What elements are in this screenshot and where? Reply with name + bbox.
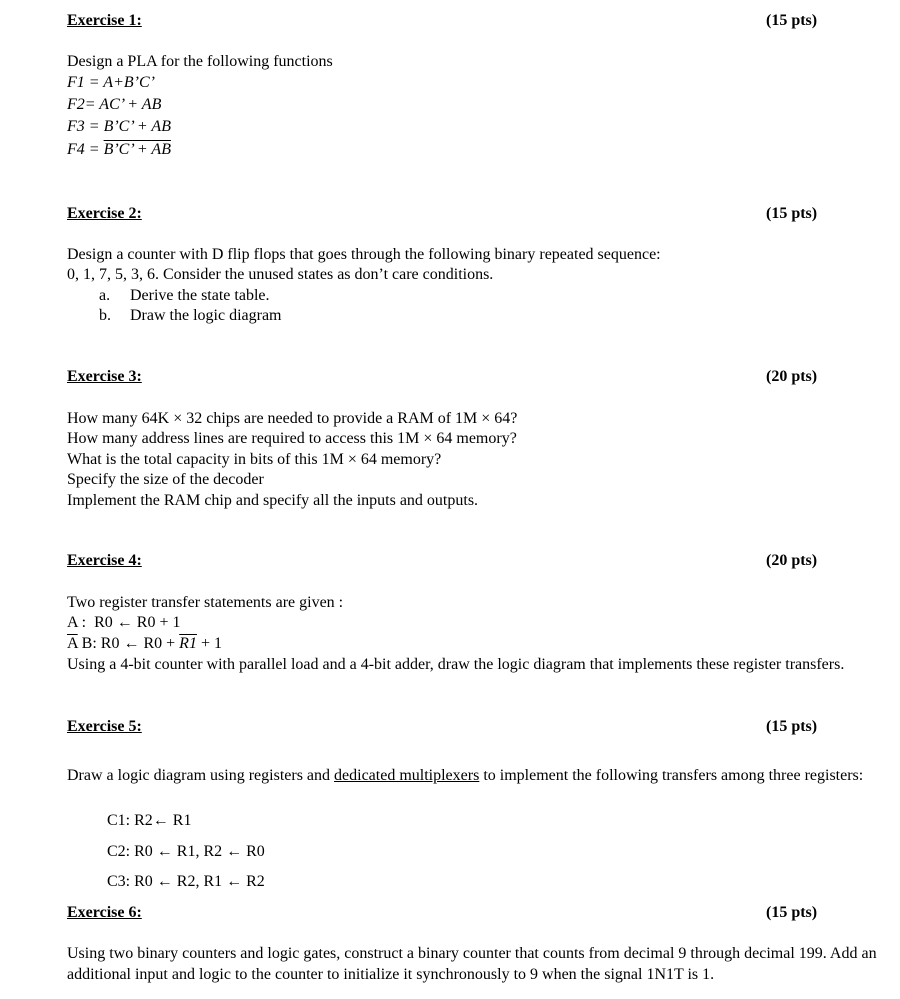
exercise-title: Exercise 2: bbox=[67, 205, 142, 222]
list-marker: a. bbox=[99, 287, 111, 304]
transfer-condition-complemented: $\overline{A}$ bbox=[67, 635, 78, 652]
function-eq: = bbox=[84, 118, 104, 135]
function-rhs: AC’ + AB bbox=[99, 96, 162, 113]
exercise-2 bbox=[0, 205, 900, 225]
list-item-text: Draw the logic diagram bbox=[130, 307, 282, 324]
exercise-points: (15 pts) bbox=[766, 718, 818, 735]
exercise-4-intro: Two register transfer statements are given : bbox=[67, 594, 344, 611]
transfer-item: C2: R0 ← R1, R2 ← R0 bbox=[107, 843, 265, 860]
question-line: Implement the RAM chip and specify all the inputs and outputs. bbox=[67, 492, 479, 509]
exercise-6-paragraph: Using two binary counters and logic gates, construct a binary counter that counts from decimal 9 through decimal 199. Add an additional input and logic to the counter to initialize it synchronously to 9 when the signal 1N1T is 1. bbox=[67, 945, 877, 983]
transfer-condition: B: bbox=[77, 635, 97, 652]
paragraph-text: to implement the following transfers among three registers: bbox=[479, 767, 864, 784]
exercise-points: (15 pts) bbox=[766, 205, 818, 222]
transfer-item: C3: R0 ← R2, R1 ← R2 bbox=[107, 873, 265, 890]
exercise-points: (20 pts) bbox=[766, 552, 818, 569]
exercise-6 bbox=[0, 904, 900, 924]
exercise-3 bbox=[0, 368, 900, 388]
function-rhs: B’C’ + AB bbox=[103, 118, 171, 135]
function-rhs: A+B’C’ bbox=[103, 74, 155, 91]
transfer-statement-1 bbox=[67, 613, 181, 633]
exercise-points: (20 pts) bbox=[766, 368, 818, 385]
exercise-title: Exercise 4: bbox=[67, 552, 142, 569]
function-rhs-complemented-term: $\overline{AB}$ bbox=[151, 141, 171, 158]
exercise-2-line: 0, 1, 7, 5, 3, 6. Consider the unused states as don’t care conditions. bbox=[67, 266, 494, 283]
transfer-statement-2 bbox=[67, 634, 222, 654]
transfer-condition: A : bbox=[67, 614, 87, 631]
exercise-title: Exercise 1: bbox=[67, 12, 142, 29]
list-item bbox=[99, 306, 111, 326]
exercise-title: Exercise 5: bbox=[67, 718, 142, 735]
transfer-complemented-register: R1 bbox=[179, 635, 197, 652]
paragraph-text: Draw a logic diagram using registers and bbox=[67, 767, 335, 784]
exercise-5-paragraph bbox=[67, 765, 879, 786]
function-f4 bbox=[67, 140, 171, 160]
list-marker: b. bbox=[99, 307, 111, 324]
function-lhs: F3 bbox=[67, 118, 85, 135]
function-lhs: F1 bbox=[67, 74, 85, 91]
exercise-points: (15 pts) bbox=[766, 12, 818, 29]
question-line: How many 64K × 32 chips are needed to provide a RAM of 1M × 64? bbox=[67, 410, 518, 427]
function-f1 bbox=[67, 73, 155, 93]
exercise-1 bbox=[0, 12, 900, 32]
question-line: Specify the size of the decoder bbox=[67, 471, 264, 488]
transfer-body: R0 ← R0 + 1 bbox=[94, 614, 181, 631]
function-f3 bbox=[67, 117, 171, 137]
exercise-4-paragraph: Using a 4-bit counter with parallel load and a 4-bit adder, draw the logic diagram that implements these register transfers. bbox=[67, 656, 845, 673]
function-eq: = bbox=[84, 141, 104, 158]
transfer-body: R0 ← R0 + bbox=[100, 635, 180, 652]
question-line: How many address lines are required to access this 1M × 64 memory? bbox=[67, 430, 517, 447]
function-lhs: F2 bbox=[67, 96, 85, 113]
exercise-1-intro: Design a PLA for the following functions bbox=[67, 53, 333, 70]
transfer-item: C1: R2← R1 bbox=[107, 812, 192, 829]
function-eq: = bbox=[84, 74, 104, 91]
function-rhs-operator: + bbox=[132, 141, 152, 158]
list-item bbox=[99, 286, 110, 306]
list-item-text: Derive the state table. bbox=[130, 287, 270, 304]
exercise-title: Exercise 6: bbox=[67, 904, 142, 921]
exercise-title: Exercise 3: bbox=[67, 368, 142, 385]
exercise-4 bbox=[0, 552, 900, 572]
exercise-points: (15 pts) bbox=[766, 904, 818, 921]
function-eq: = bbox=[84, 96, 100, 113]
function-f2 bbox=[67, 95, 161, 115]
underlined-phrase: dedicated multiplexers bbox=[334, 767, 480, 784]
function-rhs-complemented-term: B’C’ bbox=[103, 141, 133, 158]
function-lhs: F4 bbox=[67, 141, 85, 158]
exercise-5 bbox=[0, 718, 900, 738]
exercise-2-line: Design a counter with D flip flops that goes through the following binary repeated sequence: bbox=[67, 246, 661, 263]
transfer-body: + 1 bbox=[196, 635, 222, 652]
question-line: What is the total capacity in bits of this 1M × 64 memory? bbox=[67, 451, 442, 468]
